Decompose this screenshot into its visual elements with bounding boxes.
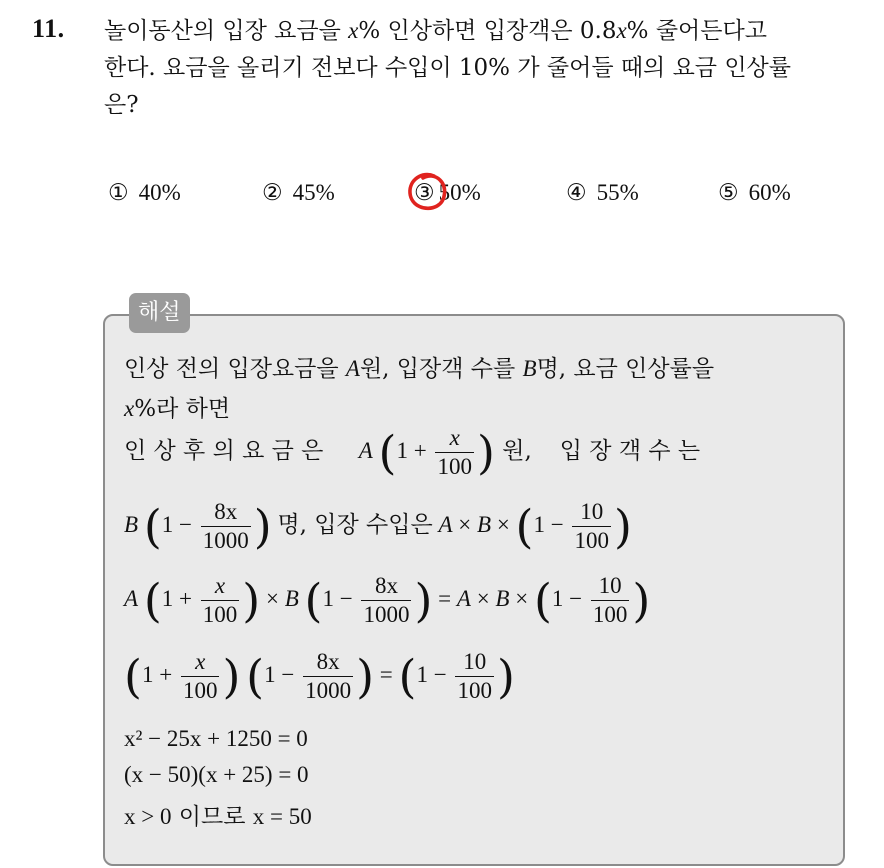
question-line-3: 은?	[104, 92, 139, 118]
solution-line-5: A (1 + $\frac{x}{100}$ ) × B (1 − $\frac{8x}{1000}$ ) = A × B × (1 − $\frac{10}{100}$ )	[124, 573, 651, 628]
solution-line-3: 인 상 후 의 요 금 은 A (1 + $\frac{x}{100}$ ) 원, 입 장 객 수 는	[124, 425, 701, 480]
solution-tag: 해설	[129, 293, 190, 333]
option-3[interactable]: ③ 50%	[414, 180, 481, 206]
answer-circle-mark	[404, 170, 450, 214]
question-line-2: 한다. 요금을 올리기 전보다 수입이 10% 가 줄어들 때의 요금 인상률	[104, 55, 791, 81]
solution-line-7: x² − 25x + 1250 = 0	[124, 726, 308, 751]
solution-line-2: x%라 하면	[124, 396, 231, 422]
question-line-1: 놀이동산의 입장 요금을 x% 인상하면 입장객은 0.8x% 줄어든다고	[104, 18, 767, 44]
question-number: 11.	[32, 14, 65, 43]
solution-line-4: B (1 − $\frac{8x}{1000}$ ) 명, 입장 수입은 A × B × (1 − $\frac{10}{100}$ )	[124, 499, 632, 554]
solution-line-6: (1 + $\frac{x}{100}$ ) (1 − $\frac{8x}{1000}$ ) = (1 − $\frac{10}{100}$ )	[124, 649, 515, 704]
option-5[interactable]: ⑤ 60%	[718, 180, 791, 206]
option-2[interactable]: ② 45%	[262, 180, 335, 206]
solution-line-9: x > 0 이므로 x = 50	[124, 804, 312, 830]
solution-line-1: 인상 전의 입장요금을 A원, 입장객 수를 B명, 요금 인상률을	[124, 356, 715, 382]
option-4[interactable]: ④ 55%	[566, 180, 639, 206]
solution-line-8: (x − 50)(x + 25) = 0	[124, 762, 309, 787]
question-text	[104, 12, 864, 124]
option-1[interactable]: ① 40%	[108, 180, 181, 206]
